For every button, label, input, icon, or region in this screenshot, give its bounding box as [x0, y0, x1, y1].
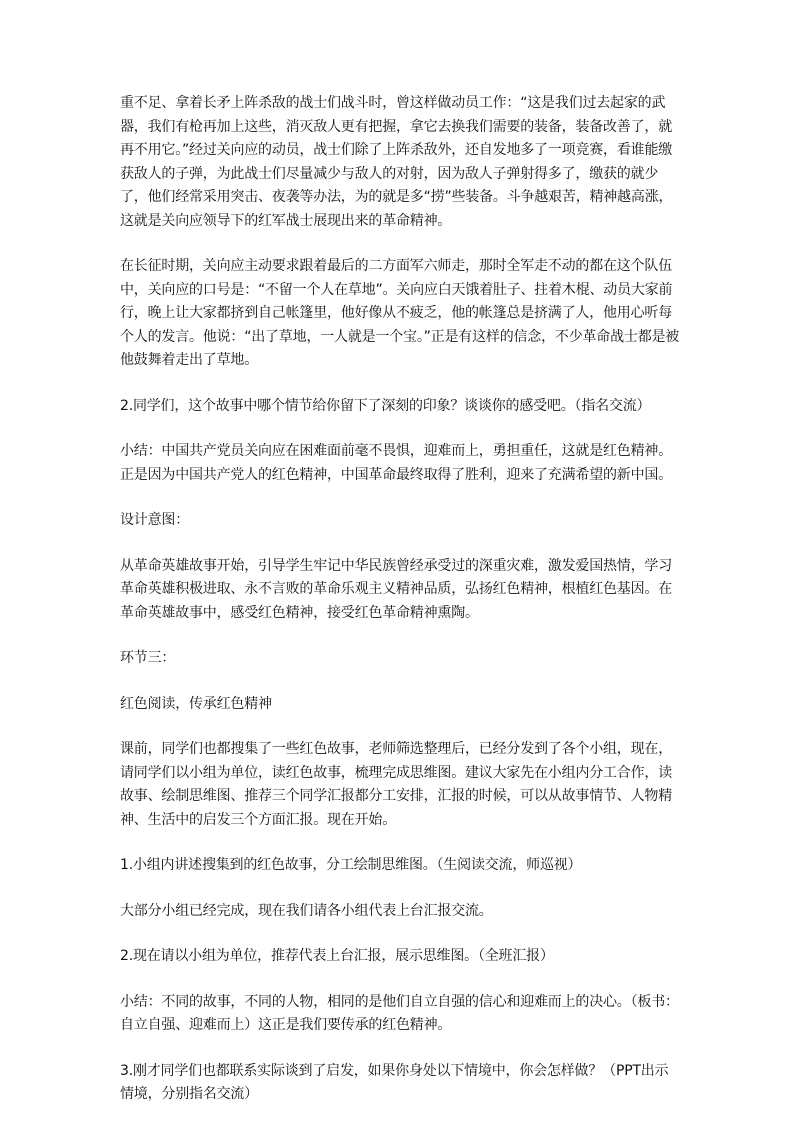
preclass-paragraph: 课前，同学们也都搜集了一些红色故事，老师筛选整理后，已经分发到了各个小组，现在，请同学们以小组为单位，读红色故事，梳理完成思维图。建议大家先在小组内分工合作，读故事、绘制思维图、推荐三个同学汇报都分工安排，汇报的时候，可以从故事情节、人物精神、生活中的启发三个方面汇报。现在开始。	[120, 741, 672, 828]
section-three-heading: 环节三：	[120, 650, 176, 666]
step-3: 3.刚才同学们也都联系实际谈到了启发，如果你身处以下情境中，你会怎样做？（PPT出示情境，分别指名交流）	[120, 1062, 669, 1102]
design-intent-heading: 设计意图：	[120, 512, 189, 528]
design-intent-text: 从革命英雄故事开始，引导学生牢记中华民族曾经承受过的深重灾难，激发爱国热情，学习革命英雄积极进取、永不言败的革命乐观主义精神品质，弘扬红色精神，根植红色基因。在革命英雄故事中，感受红色精神，接受红色革命精神熏陶。	[120, 557, 672, 621]
document-body	[120, 92, 680, 1107]
step-1: 1.小组内讲述搜集到的红色故事，分工绘制思维图。（生阅读交流，师巡视）	[120, 857, 582, 873]
summary-1: 小结：中国共产党员关向应在困难面前毫不畏惧，迎难而上，勇担重任，这就是红色精神。正是因为中国共产党人的红色精神，中国革命最终取得了胜利，迎来了充满希望的新中国。	[120, 443, 672, 483]
question-2: 2.同学们，这个故事中哪个情节给你留下了深刻的印象？谈谈你的感受吧。（指名交流）	[120, 397, 651, 414]
step-2: 2.现在请以小组为单位，推荐代表上台汇报，展示思维图。（全班汇报）	[120, 948, 554, 964]
story-paragraph-2: 在长征时期，关向应主动要求跟着最后的二方面军六师走，那时全军走不动的都在这个队伍中，关向应的口号是：“不留一个人在草地”。关向应白天饿着肚子、拄着木棍、动员大家前行，晚上让大家都挤到自己帐篷里，他好像从不疲乏，他的帐篷总是挤满了人，他用心听每个人的发言。他说：“出了草地，一人就是一个宝。”正是有这样的信念，不少革命战士都是被他鼓舞着走出了草地。	[120, 258, 680, 368]
summary-2: 小结：不同的故事，不同的人物，相同的是他们自立自强的信心和迎难而上的决心。（板书：自立自强、迎难而上）这正是我们要传承的红色精神。	[120, 993, 679, 1033]
story-paragraph-1: 重不足、拿着长矛上阵杀敌的战士们战斗时，曾这样做动员工作：“这是我们过去起家的武器，我们有枪再加上这些，消灭敌人更有把握，拿它去换我们需要的装备，装备改善了，就再不用它。”经过关向应的动员，战士们除了上阵杀敌外，还自发地多了一项竞赛，看谁能缴获敌人的子弹，为此战士们尽量减少与敌人的对射，因为敌人子弹射得多了，缴获的就少了，他们经常采用突击、夜袭等办法，为的就是多“捞”些装备。斗争越艰苦，精神越高涨，这就是关向应领导下的红军战士展现出来的革命精神。	[120, 95, 673, 229]
transition-text: 大部分小组已经完成，现在我们请各小组代表上台汇报交流。	[120, 902, 493, 919]
section-three-title: 红色阅读，传承红色精神	[120, 695, 272, 712]
